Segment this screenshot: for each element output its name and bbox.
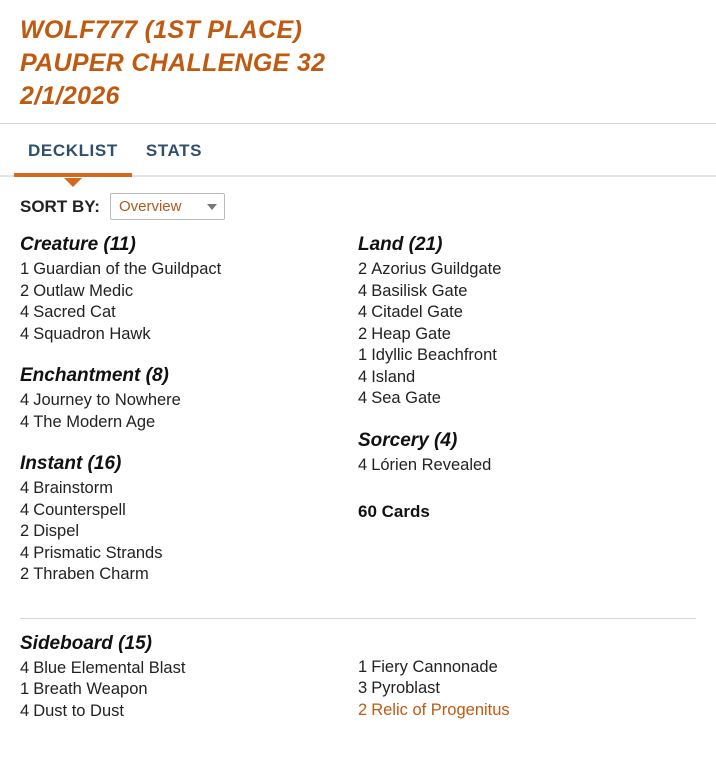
card-qty: 2 [20, 281, 30, 300]
list-item[interactable] [20, 521, 358, 543]
card-name: Heap Gate [371, 324, 451, 343]
card-name: Lórien Revealed [371, 455, 492, 474]
card-name: Relic of Progenitus [371, 700, 510, 719]
card-qty: 4 [20, 324, 30, 343]
card-qty: 3 [358, 679, 368, 697]
tab-stats[interactable] [132, 141, 216, 175]
card-qty: 4 [358, 389, 368, 407]
list-item[interactable] [358, 302, 696, 324]
card-qty: 2 [358, 260, 368, 278]
card-name: Pyroblast [371, 679, 440, 697]
card-name: Dispel [33, 522, 80, 540]
card-qty: 1 [358, 657, 368, 676]
tab-bar [0, 124, 716, 177]
list-item[interactable] [358, 281, 696, 303]
section-title: Instant (16) [20, 453, 122, 474]
card-name: Outlaw Medic [33, 281, 134, 300]
sort-select[interactable] [110, 193, 225, 220]
card-name: Guardian of the Guildpact [33, 260, 222, 278]
decklist-right-column [358, 234, 696, 606]
card-qty: 4 [358, 367, 368, 386]
card-qty: 2 [358, 700, 368, 719]
sideboard-title: Sideboard (15) [20, 632, 152, 654]
card-qty: 1 [358, 346, 368, 364]
section-creature [20, 234, 358, 345]
list-item[interactable] [358, 657, 696, 679]
card-qty: 4 [20, 479, 30, 497]
card-name: Brainstorm [33, 479, 113, 497]
card-name: Island [371, 367, 416, 386]
card-qty: 4 [358, 303, 368, 321]
card-qty: 2 [20, 522, 30, 540]
sideboard-body [0, 619, 716, 723]
card-qty: 4 [20, 391, 30, 409]
card-qty: 4 [20, 543, 30, 562]
list-item[interactable] [20, 679, 358, 701]
event-date: 2/1/2026 [20, 82, 120, 110]
tab-active-indicator-icon [64, 178, 82, 187]
section-enchantment [20, 365, 358, 433]
list-item[interactable] [20, 564, 358, 586]
list-item[interactable] [20, 302, 358, 324]
card-name: Basilisk Gate [371, 281, 468, 300]
list-item[interactable] [20, 324, 358, 346]
card-name: Blue Elemental Blast [33, 658, 186, 677]
section-title: Sorcery (4) [358, 429, 458, 451]
card-name: Squadron Hawk [33, 324, 151, 343]
card-qty: 4 [358, 455, 368, 474]
list-item[interactable] [20, 478, 358, 500]
section-title: Creature (11) [20, 234, 136, 255]
list-item[interactable] [20, 259, 358, 281]
page-header [0, 0, 716, 124]
card-name: Prismatic Strands [33, 543, 163, 562]
card-name: Fiery Cannonade [371, 657, 498, 676]
list-item[interactable] [358, 367, 696, 389]
list-item[interactable] [20, 701, 358, 723]
section-sorcery [358, 430, 696, 477]
list-item[interactable] [358, 345, 696, 367]
card-name: Counterspell [33, 500, 126, 519]
list-item[interactable] [358, 455, 696, 477]
card-name: Idyllic Beachfront [371, 346, 497, 364]
event-name: PAUPER CHALLENGE 32 [20, 49, 326, 77]
sort-by-label: SORT BY: [20, 196, 100, 216]
card-name: Sacred Cat [33, 303, 116, 321]
card-qty: 4 [358, 281, 368, 300]
list-item[interactable] [20, 543, 358, 565]
tab-stats-label: STATS [145, 141, 203, 160]
list-item[interactable] [20, 412, 358, 434]
list-item[interactable] [358, 259, 696, 281]
page-title: WOLF777 (1ST PLACE) [20, 16, 303, 44]
card-name: Sea Gate [371, 389, 441, 407]
sideboard-right-column [358, 633, 696, 723]
card-qty: 2 [20, 565, 30, 583]
card-qty: 2 [358, 324, 368, 343]
card-qty: 4 [20, 412, 30, 431]
card-qty: 4 [20, 500, 30, 519]
card-qty: 4 [20, 658, 30, 677]
tab-decklist-label: DECKLIST [28, 141, 118, 160]
tab-decklist[interactable] [14, 141, 132, 175]
card-name: Journey to Nowhere [33, 391, 181, 409]
list-item[interactable] [358, 388, 696, 410]
card-qty: 4 [20, 701, 30, 720]
sideboard-left-column [20, 633, 358, 723]
list-item[interactable] [20, 500, 358, 522]
sort-bar [0, 177, 716, 230]
section-instant [20, 453, 358, 586]
decklist-left-column [20, 234, 358, 606]
card-qty: 1 [20, 260, 30, 278]
decklist-body [0, 230, 716, 606]
card-qty: 1 [20, 680, 30, 698]
section-title: Land (21) [358, 234, 443, 255]
section-land [358, 234, 696, 410]
list-item[interactable] [20, 281, 358, 303]
deck-total-count: 60 Cards [358, 502, 430, 521]
card-name: The Modern Age [33, 412, 156, 431]
list-item[interactable] [358, 700, 696, 722]
card-name: Dust to Dust [33, 701, 124, 720]
list-item[interactable] [20, 658, 358, 680]
card-name: Azorius Guildgate [371, 260, 502, 278]
section-title: Enchantment (8) [20, 365, 169, 386]
list-item[interactable] [358, 324, 696, 346]
card-name: Thraben Charm [33, 565, 149, 583]
list-item[interactable] [358, 678, 696, 700]
card-qty: 4 [20, 303, 30, 321]
card-name: Citadel Gate [371, 303, 463, 321]
card-name: Breath Weapon [33, 680, 148, 698]
list-item[interactable] [20, 390, 358, 412]
sort-select-wrapper [110, 193, 225, 220]
